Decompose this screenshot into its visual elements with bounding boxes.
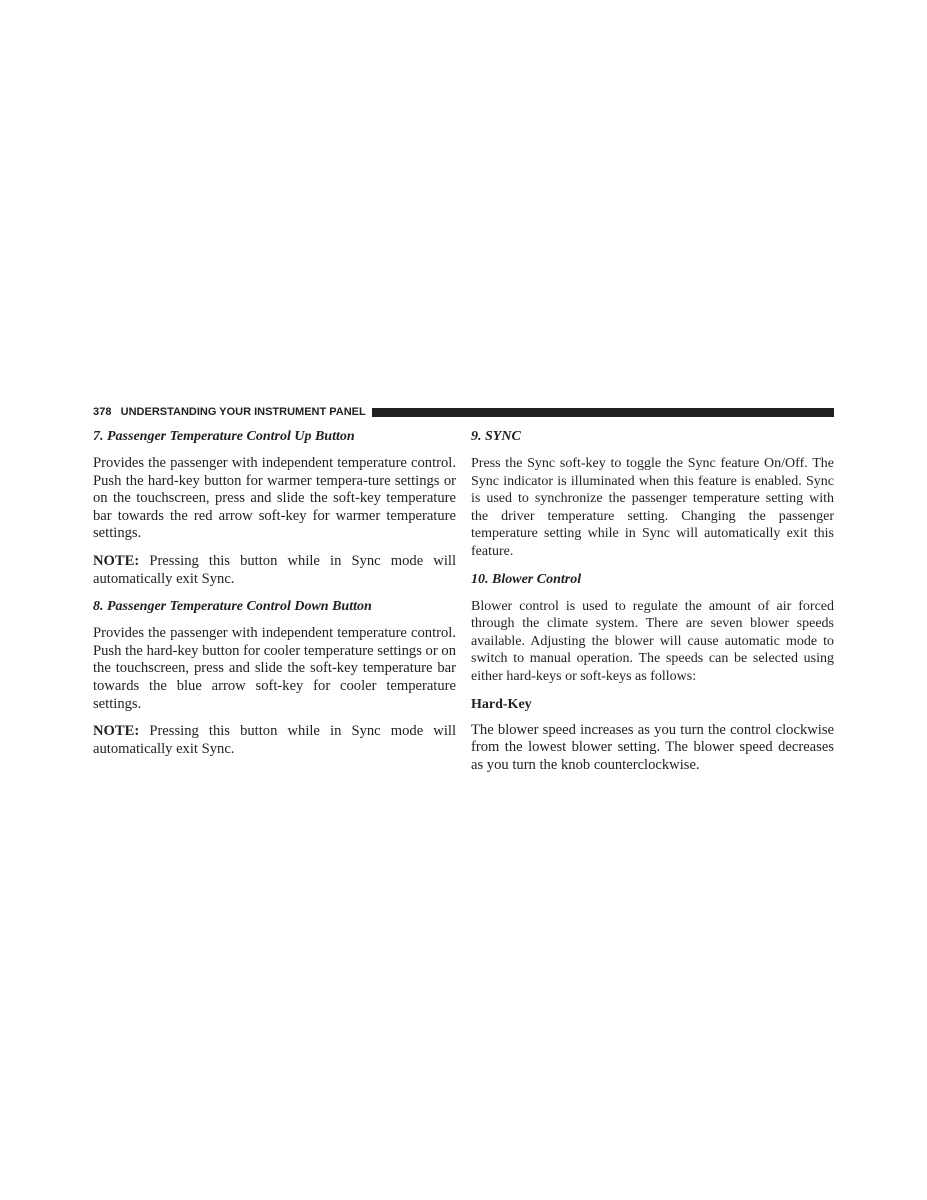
header-rule	[372, 408, 834, 417]
item-7-note-text: Pressing this button while in Sync mode will automatically exit Sync.	[93, 552, 456, 587]
right-column	[471, 428, 834, 784]
hard-key-heading: Hard-Key	[471, 696, 532, 712]
item-9-body: Press the Sync soft-key to toggle the Sync feature On/Off. The Sync indicator is illuminated when this feature is enabled. Sync is used to synchronize the passenger temperature setting with the driver temperature setting. Changing the passenger temperature setting while in Sync will automatically exit this feature.	[471, 456, 834, 559]
item-10-body: Blower control is used to regulate the amount of air forced through the climate system. There are seven blower speeds available. Adjusting the blower will cause automatic mode to switch to manual operation. The speeds can be selected using either hard-keys or soft-keys as follows:	[471, 598, 834, 684]
left-column	[93, 428, 456, 768]
item-7-body: Provides the passenger with independent temperature control. Push the hard-key button for warmer tempera-ture settings or on the touchscreen, press and slide the soft-key temperature bar towards the red arrow soft-key for warmer temperature settings.	[93, 455, 456, 542]
page-number: 378	[93, 406, 112, 418]
item-7-note	[93, 553, 456, 588]
item-7-heading: 7. Passenger Temperature Control Up Button	[93, 429, 355, 444]
item-8-note-label: NOTE:	[93, 723, 140, 740]
item-8-note-text: Pressing this button while in Sync mode will automatically exit Sync.	[93, 723, 456, 757]
section-title: UNDERSTANDING YOUR INSTRUMENT PANEL	[120, 406, 366, 418]
item-10-heading: 10. Blower Control	[471, 571, 582, 587]
item-9-heading: 9. SYNC	[471, 429, 521, 444]
item-8-body: Provides the passenger with independent temperature control. Push the hard-key button for cooler temperature settings or on the touchscreen, press and slide the soft-key temperature bar towards the blue arrow soft-key for cooler temperature settings.	[93, 625, 456, 712]
hard-key-body: The blower speed increases as you turn the control clockwise from the lowest blower setting. The blower speed decreases as you turn the knob counterclockwise.	[471, 721, 834, 773]
item-8-heading: 8. Passenger Temperature Control Down Button	[93, 599, 372, 615]
item-8-note	[93, 723, 456, 758]
item-7-note-label: NOTE:	[93, 552, 140, 569]
page-header	[93, 405, 834, 419]
